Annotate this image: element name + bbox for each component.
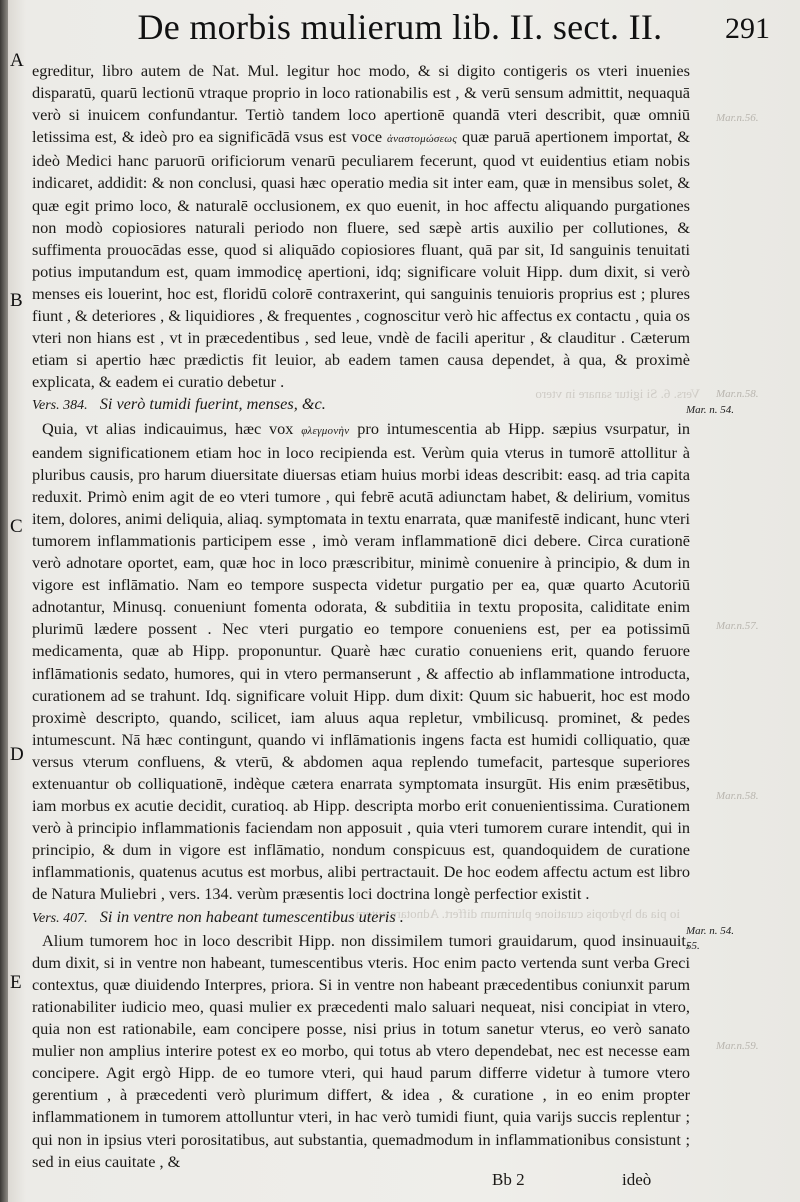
margin-note-faint: Mar.n.59. (716, 1040, 759, 1052)
margin-letter-a: A (10, 50, 24, 71)
page-title: De morbis mulierum lib. II. sect. II. (137, 7, 663, 47)
margin-letter-e: E (10, 972, 22, 993)
margin-letter-c: C (10, 516, 23, 537)
paragraph (32, 930, 690, 1173)
verse-number: Vers. 407. (32, 910, 88, 926)
paragraph-text: Quia, vt alias indicauimus, hæc vox (42, 418, 294, 438)
bleed-through-text: io pia ab hydropis curatione plurimum differt. Adnotare autem (355, 906, 680, 921)
greek-term: ἀναστομώσεως (387, 133, 458, 146)
binding-gutter (0, 0, 8, 1202)
main-text-block (32, 60, 690, 1173)
verse-lemma: Si verò tumidi fuerint, menses, &c. (99, 394, 326, 414)
margin-letter-d: D (10, 744, 24, 765)
margin-note: Mar. n. 54. (686, 925, 734, 937)
greek-term: φλεγμονὴν (301, 424, 350, 437)
paragraph (32, 418, 690, 906)
margin-letter-b: B (10, 290, 23, 311)
margin-note-faint: Mar.n.58. (716, 388, 759, 400)
margin-note-faint: Mar.n.58. (716, 790, 759, 802)
margin-note-faint: Mar.n.57. (716, 620, 759, 632)
margin-note: 55. (686, 940, 700, 952)
margin-note-faint: Mar.n.56. (716, 112, 759, 124)
verse-heading (32, 906, 690, 930)
paragraph-text: quæ paruā apertionem importat, & ideò Medici hanc paruorū orificiorum venarū peculiarem fecerunt, quod vt euidentius etiam nobis indicaret, addidit: & non conclusi, quasi hæc operatio media sit inter eam, quæ in mensibus solet, & quæ egit primo loco, & naturalē occlusionem, ex quo euenit, in hoc affectu aliquando purgationes non modò copiosiores naturali periodo non fluere, sed sæpè artis auxilio per collutiones, & suffimenta prouocādas esse, quod si aliquādo copiosiores fluant, quā par sit, Id sanguinis tenuitati potius imputandum est, quam immodicę apertioni, idq; significare voluit Hipp. dum dixit, si verò menses eis louerint, hoc est, floridū colorē contraxerint, qui sanguinis tenuioris proprius est ; plures fiunt , & deteriores , & liquidiores , & frequentes , cognoscitur verò hic affectus ex contactu , quia os vteri non hians est , vt in præcedentibus , sed leue, vndè de facili aperitur , & clauditur . Cæterum etiam si apertio hæc prædictis fit leuior, ab eadem tamen causa dependet, à qua, & proximè explicata, & eadem ei curatio debetur . (32, 127, 691, 392)
page-number: 291 (725, 12, 770, 45)
catchword: ideò (622, 1170, 652, 1189)
paragraph-text: Alium tumorem hoc in loco describit Hipp. non dissimilem tumori grauidarum, quod insinuauit, dum dixit, si in ventre non habeant, tumescentibus vteris. Hoc enim pacto vertenda sunt verba Greci contextus, quæ diuidendo Interpres, priora. Si in ventre non habeant præcedentibus coniunxit parum rationabiliter iudicio meo, quasi mulier ex præcedenti malo saluari nequeat, nisi concipiat in vtero, quia non est rationabile, eam concipere posse, nisi prius in totum sanetur vterus, eo verò sanato mulier non amplius interire potest ex eo morbo, qui totus ab vtero dependebat, nec est necesse eam concipere. Agit ergò Hipp. de eo tumore vteri, qui haud parum differre videtur à tumore vtero gerentium , à præcedenti verò plurimum differt, & idea , & curatione , in eo enim propter inflammationem in tumorem attolluntur vteri, in hac verò tumidi fiunt, quia varijs succis replentur ; qui non in ipsius vteri porositatibus, aut substantia, quemadmodum in inflammationibus consistunt ; sed in eius cauitate , & (32, 930, 690, 1171)
margin-note: Mar. n. 54. (686, 404, 734, 416)
signature-mark: Bb 2 (492, 1170, 525, 1189)
paragraph (32, 60, 690, 393)
page-footer (0, 1170, 800, 1196)
verse-heading (32, 393, 690, 417)
verse-number: Vers. 384. (32, 398, 88, 414)
paragraph-text: egreditur, libro autem de Nat. Mul. legitur hoc modo, & si digito contigeris os vteri inuenies disparatū, quarū lectionū vtraque proprio in loco rationabilis est , & verū sensum admittit, nequaquā verò si inuicem confundantur. Tertiò tandem loco apertionē quandā vteri describit, quæ omniū letissima est, & ideò pro ea significādā vsus est voce (32, 61, 690, 147)
verse-lemma: Si in ventre non habeant tumescentibus uteris . (99, 906, 404, 926)
running-head (0, 2, 800, 50)
paragraph-text: pro intumescentia ab Hipp. sæpius vsurpatur, in eandem significationem etiam hoc in loco recipienda est. Verùm quia vterus in tumorē attollitur à pluribus causis, pro harum diuersitate diuersas etiam huius morbi ideas describit: easq. ad tria capita reduxit. Primò enim agit de eo vteri tumore , qui febrē acutā adiunctam habet, & delirium, vomitus item, dolores, animi deliquia, aliaq. symptomata in textu enarrata, quæ manifestē indicant, hunc vteri tumorem inflammationis participem esse , imò veram inflammationē dici debere. Circa curationē verò adnotare oportet, eam, quæ hoc in loco præscribitur, minimè conuenire à principio, & dum in vigore est inflāmatio. Nam eo tempore suspecta videtur purgatio per ea, quæ quarto Acutoriū adnotantur, Minusq. conueniunt fomenta odorata, & subditiia in textu proposita, caliditate enim plurimū lædere possent . Nec vteri purgatio eo tempore conueniens est, per ea potissimū medicamenta, quæ ab Hipp. proponuntur. Quarè hæc curatio conueniens erit, quando feruore inflāmationis sedato, humores, qui in vtero permanserunt , & affectio ab inflammatione introducta, curationem ad se trahunt. Idq. significare voluit Hipp. dum dixit: Quum sic habuerit, hoc est modo proximè descripto, quando, scilicet, iam aluus aqua repletur, vmbilicusq. prominet, & pedes intumescunt. Nā hæc contingunt, quando vi inflāmationis ingens facta est humidi colliquatio, quæ versus vterum confluens, & vterū, & abdomen aqua replendo tumefacit, partesque superiores extenuantur ob colliquationē, indèque cætera enarrata symptomata insurgūt. His enim præsētibus, iam morbus ex acutie decidit, curatioq. ab Hipp. descripta morbo erit conuenientissima. Curationem verò à principio inflammationis faciendam non apposuit , quia vteri tumorem curare intendit, qui in principio, & dum in vigore est inflāmatio, nondum conspicuus est, quandoquidem de curatione inflammationis, quatenus acutus est morbus, alibi pertractauit. De hoc eodem affectu actum est libro de Natura Muliebri , vers. 134. verùm præsentis loci doctrina longè perfectior existit . (32, 418, 691, 904)
bleed-through-text: Vers. 6. Si igitur sanare in vtero (535, 386, 700, 401)
